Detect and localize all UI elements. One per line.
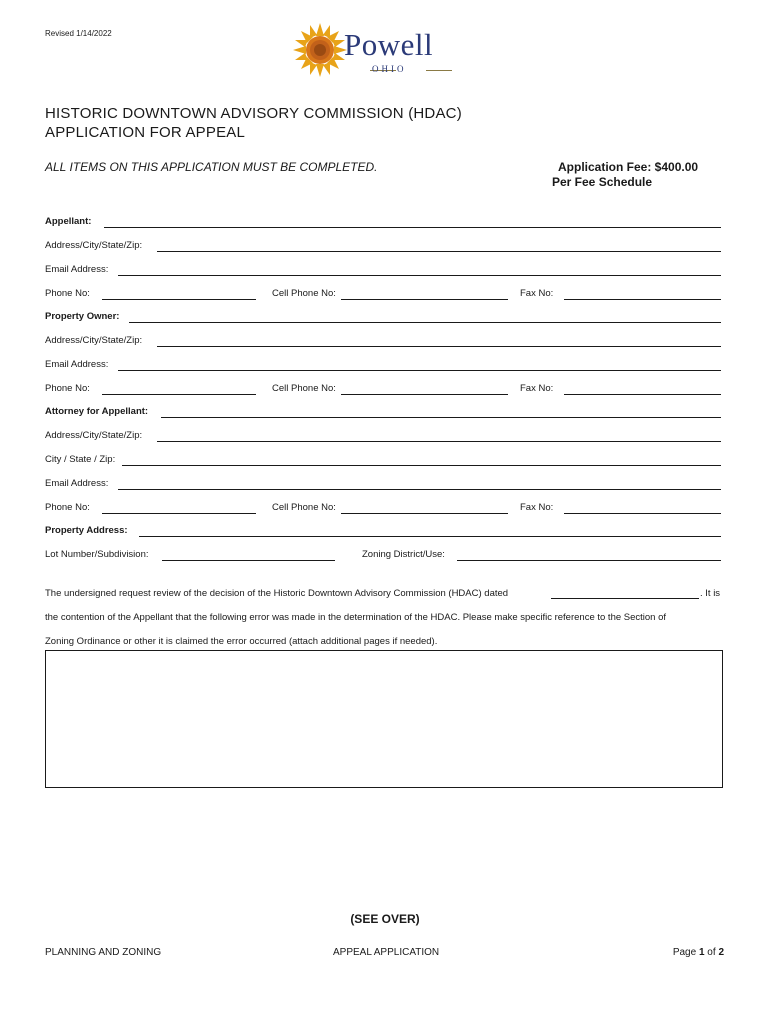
statement-line-1 <box>45 588 508 599</box>
page-prefix: Page <box>672 947 699 958</box>
attorney-fax-field[interactable] <box>564 513 721 514</box>
application-fee <box>552 160 698 190</box>
attorney-city-field[interactable] <box>122 465 721 466</box>
footer-department: PLANNING AND ZONING <box>45 947 162 958</box>
logo-subtitle: OHIO <box>372 64 407 74</box>
attorney-cell-field[interactable] <box>341 513 508 514</box>
attorney-phone-label: Phone No: <box>45 502 90 513</box>
owner-label: Property Owner: <box>45 311 120 322</box>
title-line-2: APPLICATION FOR APPEAL <box>45 124 246 141</box>
page-current: 1 <box>698 947 705 958</box>
title-line-1: HISTORIC DOWNTOWN ADVISORY COMMISSION (HDAC) <box>45 105 462 122</box>
owner-cell-label: Cell Phone No: <box>272 383 336 394</box>
completion-notice: ALL ITEMS ON THIS APPLICATION MUST BE COMPLETED. <box>45 160 378 174</box>
footer-form-name: APPEAL APPLICATION <box>333 947 440 958</box>
statement-text-1b: . It is <box>700 588 721 599</box>
statement-text-1a: The undersigned request review of the decision of the Historic Downtown Advisory Commission (HDAC) dated <box>45 588 509 599</box>
attorney-city-label: City / State / Zip: <box>45 454 116 465</box>
owner-cell-field[interactable] <box>341 394 508 395</box>
fee-schedule: Per Fee Schedule <box>552 175 653 189</box>
owner-address-label: Address/City/State/Zip: <box>45 335 143 346</box>
appellant-phone-label: Phone No: <box>45 288 90 299</box>
attorney-label: Attorney for Appellant: <box>45 406 149 417</box>
statement-line-2: the contention of the Appellant that the following error was made in the determination of the HDAC. Please make specific reference to the Section of <box>45 612 667 623</box>
zoning-district-label: Zoning District/Use: <box>362 549 445 560</box>
appellant-address-label: Address/City/State/Zip: <box>45 240 143 251</box>
error-description-box[interactable] <box>45 650 723 788</box>
sun-icon <box>292 22 348 78</box>
revised-date: Revised 1/14/2022 <box>45 29 112 38</box>
owner-field[interactable] <box>129 322 721 323</box>
zoning-district-field[interactable] <box>457 560 721 561</box>
fee-amount: Application Fee: $400.00 <box>558 160 699 174</box>
owner-phone-field[interactable] <box>102 394 256 395</box>
decision-date-field[interactable] <box>551 598 699 599</box>
attorney-address-label: Address/City/State/Zip: <box>45 430 143 441</box>
appellant-cell-label: Cell Phone No: <box>272 288 336 299</box>
appellant-fax-field[interactable] <box>564 299 721 300</box>
page-of: of <box>704 947 719 958</box>
attorney-cell-label: Cell Phone No: <box>272 502 336 513</box>
footer-page-number <box>673 947 724 958</box>
attorney-phone-field[interactable] <box>102 513 256 514</box>
appellant-phone-field[interactable] <box>102 299 256 300</box>
attorney-email-field[interactable] <box>118 489 721 490</box>
owner-email-field[interactable] <box>118 370 721 371</box>
lot-subdivision-label: Lot Number/Subdivision: <box>45 549 149 560</box>
owner-fax-field[interactable] <box>564 394 721 395</box>
property-address-field[interactable] <box>139 536 721 537</box>
appellant-address-field[interactable] <box>157 251 721 252</box>
form-title <box>45 104 462 142</box>
property-address-label: Property Address: <box>45 525 128 536</box>
owner-phone-label: Phone No: <box>45 383 90 394</box>
appellant-field[interactable] <box>104 227 721 228</box>
attorney-field[interactable] <box>161 417 721 418</box>
owner-fax-label: Fax No: <box>520 383 554 394</box>
statement-line-3: Zoning Ordinance or other it is claimed the error occurred (attach additional pages if needed). <box>45 636 438 647</box>
owner-email-label: Email Address: <box>45 359 109 370</box>
attorney-address-field[interactable] <box>157 441 721 442</box>
appellant-email-label: Email Address: <box>45 264 109 275</box>
attorney-email-label: Email Address: <box>45 478 109 489</box>
logo-rule-right <box>426 70 452 71</box>
see-over-note: (SEE OVER) <box>350 912 420 926</box>
appellant-cell-field[interactable] <box>341 299 508 300</box>
logo-wordmark: Powell <box>344 27 434 62</box>
powell-logo <box>292 22 477 78</box>
attorney-fax-label: Fax No: <box>520 502 554 513</box>
appellant-email-field[interactable] <box>118 275 721 276</box>
owner-address-field[interactable] <box>157 346 721 347</box>
lot-subdivision-field[interactable] <box>162 560 335 561</box>
page-total: 2 <box>718 947 724 958</box>
appellant-label: Appellant: <box>45 216 92 227</box>
appellant-fax-label: Fax No: <box>520 288 554 299</box>
